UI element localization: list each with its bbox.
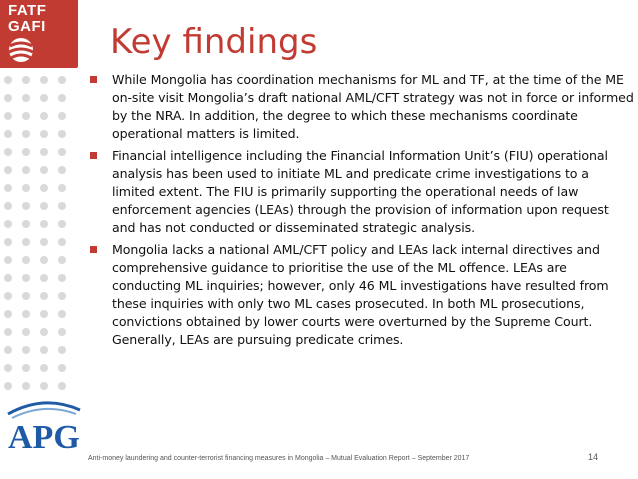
finding-bullet-3 <box>88 241 634 349</box>
apg-logo-text: APG <box>8 419 80 454</box>
finding-text: Financial intelligence including the Financial Information Unit’s (FIU) operational analysis has been used to initiate ML and predicate crime investigations to a limited extent. The FIU is primarily supporting the operational needs of law enforcement agencies (LEAs) through the provision of information upon request and has not conducted or disseminated strategic analysis. <box>112 148 609 235</box>
finding-text: Mongolia lacks a national AML/CFT policy and LEAs lack internal directives and comprehensive guidance to prioritise the use of the ML offence. LEAs are conducting ML inquiries; however, only 46 ML investigations have resulted from these inquiries with only two ML cases prosecuted. In both ML prosecutions, convictions obtained by lower courts were overturned by the Supreme Court. Generally, LEAs are pursuing predicate crimes. <box>112 242 609 347</box>
slide-title: Key findings <box>110 22 318 62</box>
square-bullet-icon <box>90 246 97 253</box>
apg-logo <box>6 392 84 454</box>
gafi-logo-text: GAFI <box>8 18 46 35</box>
finding-bullet-2 <box>88 147 634 237</box>
fatf-globe-icon <box>6 36 36 64</box>
square-bullet-icon <box>90 152 97 159</box>
square-bullet-icon <box>90 76 97 83</box>
finding-text: While Mongolia has coordination mechanisms for ML and TF, at the time of the ME on-site visit Mongolia’s draft national AML/CFT strategy was not in force or informed by the NRA. In addition, the degree to which these mechanisms coordinate operational matters is limited. <box>112 72 634 141</box>
footer-text: Anti-money laundering and counter-terrorist financing measures in Mongolia – Mutual Evaluation Report – September 2017 <box>88 455 470 462</box>
finding-bullet-1 <box>88 71 634 143</box>
fatf-logo-text: FATF <box>8 2 47 19</box>
findings-list <box>88 71 634 353</box>
page-number: 14 <box>588 452 599 462</box>
fatf-gafi-logo <box>0 0 78 68</box>
